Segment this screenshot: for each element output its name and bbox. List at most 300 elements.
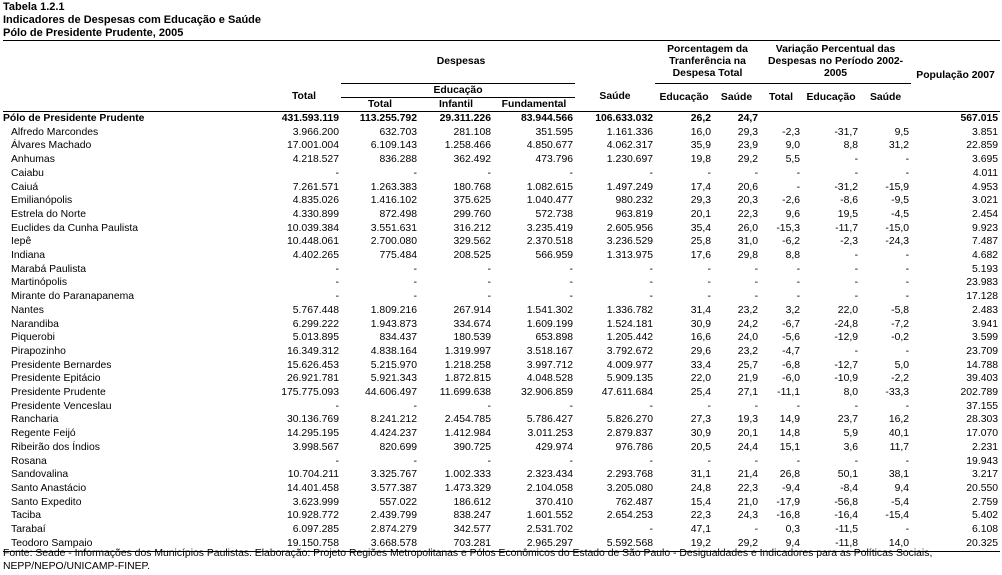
table-cell: - — [905, 250, 910, 262]
table-cell: 963.819 — [615, 208, 654, 220]
table-cell: 5.592.568 — [575, 537, 655, 551]
table-cell: -16,4 — [834, 510, 859, 522]
table-cell: 281.108 — [453, 126, 491, 138]
table-row — [3, 400, 1000, 414]
table-cell: 20,6 — [737, 181, 759, 193]
table-row — [3, 139, 1000, 153]
table-cell: 24,0 — [737, 332, 759, 344]
table-cell: - — [569, 277, 573, 289]
header-infantil: Infantil — [419, 98, 493, 112]
table-cell: - — [487, 167, 491, 179]
table-cell: -33,3 — [885, 387, 910, 399]
table-cell: 47.611.684 — [601, 387, 654, 399]
table-row — [3, 263, 1000, 277]
table-cell: 3.599 — [972, 332, 999, 344]
table-cell: 9,4 — [760, 537, 802, 551]
header-despesas: Despesas — [267, 41, 655, 84]
table-cell: 17.001.004 — [286, 140, 339, 152]
table-row — [3, 276, 1000, 290]
table-cell: 566.959 — [535, 250, 573, 262]
table-cell: 31,2 — [888, 140, 910, 152]
table-cell: - — [413, 263, 417, 275]
table-cell: 21,0 — [737, 496, 759, 508]
table-cell: - — [905, 400, 910, 412]
table-cell: 390.725 — [453, 441, 491, 453]
table-cell: - — [569, 263, 573, 275]
table-cell: 2.654.253 — [606, 510, 654, 522]
table-cell: 8,8 — [785, 250, 801, 262]
municipality-name: Martinópolis — [11, 277, 68, 289]
table-cell: 17,4 — [690, 181, 712, 193]
table-row — [3, 359, 1000, 373]
table-cell: 4.850.677 — [526, 140, 573, 152]
table-cell: -2,2 — [891, 373, 910, 385]
table-cell: -5,6 — [782, 332, 801, 344]
table-cell: 31,4 — [690, 304, 712, 316]
table-cell: - — [413, 400, 417, 412]
table-cell: 10.448.061 — [286, 236, 339, 248]
table-cell: 20.550 — [966, 482, 999, 494]
table-cell: - — [413, 277, 417, 289]
table-cell: -5,8 — [891, 304, 910, 316]
table-row — [3, 208, 1000, 222]
table-cell: 9,4 — [894, 482, 910, 494]
table-row — [3, 441, 1000, 455]
table-cell: -7,2 — [891, 318, 910, 330]
table-cell: - — [854, 263, 859, 275]
table-cell: 980.232 — [615, 195, 654, 207]
table-cell: 3.668.578 — [341, 537, 419, 551]
table-cell: 1.524.181 — [606, 318, 654, 330]
table-cell: -11,5 — [835, 524, 859, 536]
municipality-name: Presidente Epitácio — [11, 373, 101, 385]
table-cell: 4.218.527 — [292, 154, 339, 166]
table-cell: 1.416.102 — [370, 195, 417, 207]
table-cell: 1.205.442 — [606, 332, 654, 344]
table-cell: 21,4 — [737, 469, 759, 481]
municipality-name: Estrela do Norte — [11, 208, 87, 220]
table-cell: 1.872.815 — [444, 373, 491, 385]
municipality-name: Piquerobi — [11, 332, 55, 344]
table-cell: 29,2 — [713, 537, 760, 551]
table-cell: -2,3 — [782, 126, 801, 138]
table-cell: - — [905, 263, 910, 275]
table-cell: 2.454.785 — [444, 414, 491, 426]
table-cell: 24,7 — [737, 113, 759, 124]
table-cell: 1.161.336 — [606, 126, 654, 138]
table-cell: 33,4 — [690, 359, 712, 371]
table-cell: - — [487, 455, 491, 467]
table-cell: 14,8 — [779, 428, 801, 440]
table-cell: - — [905, 277, 910, 289]
table-cell: 20,1 — [690, 208, 712, 220]
table-cell: -6,2 — [782, 236, 801, 248]
indicators-table — [3, 40, 1000, 552]
table-cell: 26,8 — [779, 469, 801, 481]
table-cell: 15.626.453 — [286, 359, 339, 371]
table-cell: - — [796, 455, 801, 467]
table-cell: 25,4 — [690, 387, 712, 399]
header-total: Total — [267, 84, 341, 112]
table-cell: - — [796, 277, 801, 289]
table-cell: -24,8 — [834, 318, 859, 330]
table-cell: 20,5 — [690, 441, 712, 453]
table-cell: 186.612 — [453, 496, 491, 508]
table-cell: - — [905, 345, 910, 357]
table-cell: 20,3 — [737, 195, 759, 207]
table-cell: - — [854, 250, 859, 262]
table-cell: 976.786 — [615, 441, 654, 453]
table-cell: 3.021 — [972, 195, 999, 207]
table-cell: 17.070 — [966, 428, 999, 440]
table-cell: 3.236.529 — [606, 236, 654, 248]
table-cell: 28.303 — [966, 414, 999, 426]
table-cell: -17,9 — [776, 496, 801, 508]
table-cell: 23,9 — [737, 140, 759, 152]
municipality-name: Caiabu — [11, 167, 44, 179]
table-cell: 2.104.058 — [526, 482, 573, 494]
table-cell: - — [796, 263, 801, 275]
table-cell: 5,0 — [894, 359, 910, 371]
table-cell: 5.786.427 — [526, 414, 573, 426]
table-cell: 703.281 — [419, 537, 493, 551]
table-cell: -24,3 — [885, 236, 910, 248]
municipality-name: Álvares Machado — [11, 140, 92, 152]
table-row — [3, 304, 1000, 318]
table-cell: 14,9 — [779, 414, 801, 426]
table-cell — [802, 112, 860, 126]
table-cell: 1.082.615 — [526, 181, 573, 193]
table-cell: - — [707, 263, 712, 275]
table-cell: 632.703 — [379, 126, 417, 138]
table-row — [3, 523, 1000, 537]
table-cell: - — [754, 167, 759, 179]
table-cell: -15,4 — [885, 510, 910, 522]
table-cell: 6.299.222 — [292, 318, 339, 330]
table-cell: 27,1 — [737, 387, 759, 399]
table-cell: 23.709 — [966, 345, 999, 357]
table-cell: 16,0 — [690, 126, 712, 138]
table-cell: 83.944.566 — [520, 113, 573, 124]
table-cell: - — [854, 167, 859, 179]
table-cell: 20.325 — [911, 537, 1000, 551]
table-cell: 22,3 — [737, 482, 759, 494]
table-cell: 872.498 — [379, 208, 417, 220]
table-cell: 2.454 — [972, 208, 999, 220]
table-row — [3, 194, 1000, 208]
table-row — [3, 249, 1000, 263]
table-cell: 22,0 — [690, 373, 712, 385]
table-cell: 14.295.195 — [286, 428, 339, 440]
table-cell: -8,4 — [840, 482, 859, 494]
table-cell: 5.215.970 — [370, 359, 417, 371]
table-cell: 1.943.873 — [370, 318, 417, 330]
table-cell: - — [413, 167, 417, 179]
table-cell: 40,1 — [888, 428, 910, 440]
municipality-name: Sandovalina — [11, 469, 69, 481]
table-cell: 10.704.211 — [287, 469, 339, 481]
table-cell: 24,4 — [737, 441, 759, 453]
table-cell: 1.601.552 — [526, 510, 573, 522]
table-cell: 2.293.768 — [606, 469, 654, 481]
municipality-name: Pólo de Presidente Prudente — [3, 113, 145, 124]
table-cell: - — [854, 345, 859, 357]
table-cell: 9,6 — [785, 208, 801, 220]
municipality-name: Rosana — [11, 455, 47, 467]
table-cell: - — [796, 400, 801, 412]
table-cell: -31,2 — [834, 181, 859, 193]
table-cell: 567.015 — [960, 113, 999, 124]
table-cell: 3.966.200 — [292, 126, 339, 138]
table-cell: 3.518.167 — [526, 345, 573, 357]
table-cell: 16,2 — [888, 414, 910, 426]
header-educacao: Educação — [341, 84, 575, 98]
table-cell: 4.330.899 — [292, 208, 339, 220]
table-cell: 14.788 — [966, 359, 999, 371]
table-cell: - — [487, 277, 491, 289]
table-cell: - — [649, 455, 654, 467]
table-cell: - — [649, 167, 654, 179]
table-region-year: Pólo de Presidente Prudente, 2005 — [3, 27, 184, 39]
table-cell: -11,7 — [835, 222, 859, 234]
table-cell: 4.062.317 — [606, 140, 654, 152]
table-cell: 1.609.199 — [526, 318, 573, 330]
table-cell: - — [569, 400, 573, 412]
table-cell: -2,6 — [782, 195, 801, 207]
municipality-name: Tarabaí — [11, 524, 46, 536]
table-cell: 775.484 — [379, 250, 417, 262]
table-cell: 20,1 — [737, 428, 759, 440]
table-cell: 29,8 — [737, 250, 759, 262]
table-cell: - — [487, 291, 491, 303]
table-cell: 5.193 — [972, 263, 999, 275]
table-cell: - — [905, 154, 910, 166]
table-cell: 3.941 — [972, 318, 999, 330]
table-cell: 3.217 — [972, 469, 999, 481]
table-cell: 3.792.672 — [606, 345, 654, 357]
municipality-name: Santo Anastácio — [11, 482, 87, 494]
source-note: Fonte: Seade - Informações dos Municípios Paulistas. Elaboração: Projeto Regiões Metropolitanas e Pólos Econômicos do Estado de São Paulo - Desigualdades e Indicadores para as Políticas Sociais, NEPP/NEPO/UNICAMP-FINEP. — [3, 548, 933, 572]
table-cell: 2.874.279 — [370, 524, 417, 536]
table-cell: -6,7 — [782, 318, 801, 330]
table-cell: 3.235.419 — [526, 222, 573, 234]
municipality-name: Marabá Paulista — [11, 263, 87, 275]
header-pct-educacao: Educação — [655, 84, 713, 112]
table-cell: 25,7 — [737, 359, 759, 371]
table-cell: 19,2 — [655, 537, 713, 551]
table-cell: 10.039.384 — [286, 222, 339, 234]
table-cell: 3.998.567 — [292, 441, 339, 453]
table-cell: 24,8 — [690, 482, 712, 494]
table-cell: 31,0 — [737, 236, 759, 248]
header-edu-total: Total — [341, 98, 419, 112]
table-cell: 342.577 — [453, 524, 491, 536]
table-cell: 1.497.249 — [606, 181, 654, 193]
table-cell: 180.768 — [453, 181, 491, 193]
table-cell: 2.370.518 — [526, 236, 573, 248]
table-number: Tabela 1.2.1 — [3, 1, 65, 13]
table-cell: 39.403 — [966, 373, 999, 385]
table-cell: -4,5 — [891, 208, 910, 220]
table-cell: -11,8 — [802, 537, 860, 551]
table-cell: 2.323.434 — [526, 469, 573, 481]
table-cell: 29,6 — [690, 345, 712, 357]
table-cell: - — [854, 455, 859, 467]
table-cell: 26,2 — [690, 113, 712, 124]
table-cell: - — [487, 400, 491, 412]
table-row — [3, 468, 1000, 482]
table-cell: 431.593.119 — [281, 113, 339, 124]
table-cell: 22,3 — [737, 208, 759, 220]
table-cell: 6.108 — [972, 524, 999, 536]
table-cell: 24,3 — [737, 510, 759, 522]
municipality-name: Presidente Bernardes — [11, 359, 112, 371]
municipality-name: Alfredo Marcondes — [11, 126, 99, 138]
table-cell: 1.263.383 — [370, 181, 417, 193]
table-cell: 1.218.258 — [444, 359, 491, 371]
table-cell: 351.595 — [535, 126, 573, 138]
table-cell — [860, 112, 911, 126]
table-cell: 19,8 — [690, 154, 712, 166]
header-var-total: Total — [760, 84, 802, 112]
table-cell: 429.974 — [535, 441, 573, 453]
table-cell: - — [649, 400, 654, 412]
table-cell: 473.796 — [535, 154, 573, 166]
table-cell: 9,0 — [785, 140, 801, 152]
municipality-name: Anhumas — [11, 154, 55, 166]
table-cell: 31,1 — [690, 469, 712, 481]
table-cell: 21,9 — [737, 373, 759, 385]
header-saude: Saúde — [575, 84, 655, 112]
municipality-name: Nantes — [11, 304, 44, 316]
table-row — [3, 509, 1000, 523]
table-cell: 10.928.772 — [286, 510, 339, 522]
table-cell: -15,3 — [776, 222, 801, 234]
table-cell: 3.205.080 — [606, 482, 654, 494]
table-cell: 29.311.226 — [439, 113, 491, 124]
table-cell: - — [707, 291, 712, 303]
municipality-name: Mirante do Paranapanema — [11, 291, 135, 303]
table-cell: 370.410 — [535, 496, 573, 508]
table-cell: - — [754, 524, 759, 536]
table-cell: 838.247 — [453, 510, 491, 522]
table-row — [3, 331, 1000, 345]
table-cell: 175.775.093 — [281, 387, 339, 399]
table-subtitle: Indicadores de Despesas com Educação e Saúde — [3, 14, 261, 26]
table-cell: 19,5 — [837, 208, 859, 220]
table-cell: 1.040.477 — [526, 195, 573, 207]
table-cell: - — [754, 400, 759, 412]
table-cell: - — [335, 400, 339, 412]
table-cell: 22,0 — [837, 304, 859, 316]
table-cell: 11.699.638 — [439, 387, 491, 399]
table-cell: 267.914 — [453, 304, 491, 316]
table-cell: -9,4 — [782, 482, 801, 494]
table-cell: - — [707, 167, 712, 179]
table-cell: 23.983 — [966, 277, 999, 289]
table-cell: 5.826.270 — [606, 414, 654, 426]
table-cell: - — [905, 167, 910, 179]
table-cell: -4,7 — [782, 345, 801, 357]
table-cell: 1.230.697 — [606, 154, 654, 166]
municipality-name: Rancharia — [11, 414, 59, 426]
table-cell: 820.699 — [379, 441, 417, 453]
table-cell: 16.349.312 — [286, 345, 339, 357]
table-cell: 1.541.302 — [526, 304, 573, 316]
table-cell: 2.605.956 — [606, 222, 654, 234]
table-cell: 762.487 — [615, 496, 654, 508]
table-cell: 25,8 — [690, 236, 712, 248]
header-populacao: População 2007 — [911, 41, 1000, 112]
table-cell: 37.155 — [966, 400, 999, 412]
table-cell: 5.909.135 — [606, 373, 654, 385]
table-cell: 4.048.528 — [526, 373, 573, 385]
table-cell: 2.483 — [972, 304, 999, 316]
table-cell: 3.997.712 — [526, 359, 573, 371]
table-cell: 5,5 — [785, 154, 801, 166]
table-cell: -9,5 — [891, 195, 910, 207]
table-cell: 14,0 — [860, 537, 911, 551]
table-cell: -31,7 — [834, 126, 859, 138]
table-cell: 1.809.216 — [370, 304, 417, 316]
table-cell: 3,6 — [843, 441, 859, 453]
table-cell: 8,0 — [843, 387, 859, 399]
table-row — [3, 153, 1000, 167]
header-blank — [3, 41, 267, 84]
table-cell: 8.241.212 — [370, 414, 417, 426]
table-cell: -11,1 — [777, 387, 801, 399]
table-cell: 35,4 — [690, 222, 712, 234]
table-cell: 1.002.333 — [444, 469, 491, 481]
table-cell: 3.623.999 — [292, 496, 339, 508]
table-row — [3, 427, 1000, 441]
table-cell: 3.551.631 — [370, 222, 417, 234]
table-cell: 1.313.975 — [606, 250, 654, 262]
municipality-name: Euclides da Cunha Paulista — [11, 222, 139, 234]
table-cell: 35,9 — [690, 140, 712, 152]
table-cell: - — [649, 291, 654, 303]
header-variacao: Variação Percentual das Despesas no Período 2002-2005 — [760, 41, 911, 84]
table-cell: 1.258.466 — [444, 140, 491, 152]
table-cell: 30,9 — [690, 318, 712, 330]
table-cell: 26,0 — [737, 222, 759, 234]
table-cell: -15,0 — [885, 222, 910, 234]
table-cell: 3.011.253 — [527, 428, 573, 440]
table-cell: 23,7 — [837, 414, 859, 426]
table-cell: 4.682 — [972, 250, 999, 262]
table-cell: 19.150.758 — [267, 537, 341, 551]
table-cell: -2,3 — [840, 236, 859, 248]
table-cell: - — [335, 263, 339, 275]
table-row — [3, 345, 1000, 359]
table-cell: 50,1 — [837, 469, 859, 481]
table-body — [3, 112, 1000, 552]
table-cell: 334.674 — [453, 318, 491, 330]
municipality-name: Indiana — [11, 250, 46, 262]
table-cell: -15,9 — [885, 181, 910, 193]
table-cell: 834.437 — [379, 332, 417, 344]
table-cell: 29,2 — [737, 154, 759, 166]
table-cell: - — [487, 263, 491, 275]
table-cell: - — [796, 167, 801, 179]
table-cell: 2.531.702 — [526, 524, 573, 536]
table-cell: 5.402 — [972, 510, 999, 522]
table-row — [3, 496, 1000, 510]
table-cell: - — [796, 181, 801, 193]
header-var-saude: Saúde — [860, 84, 911, 112]
table-cell: - — [413, 455, 417, 467]
table-cell: -6,0 — [782, 373, 801, 385]
